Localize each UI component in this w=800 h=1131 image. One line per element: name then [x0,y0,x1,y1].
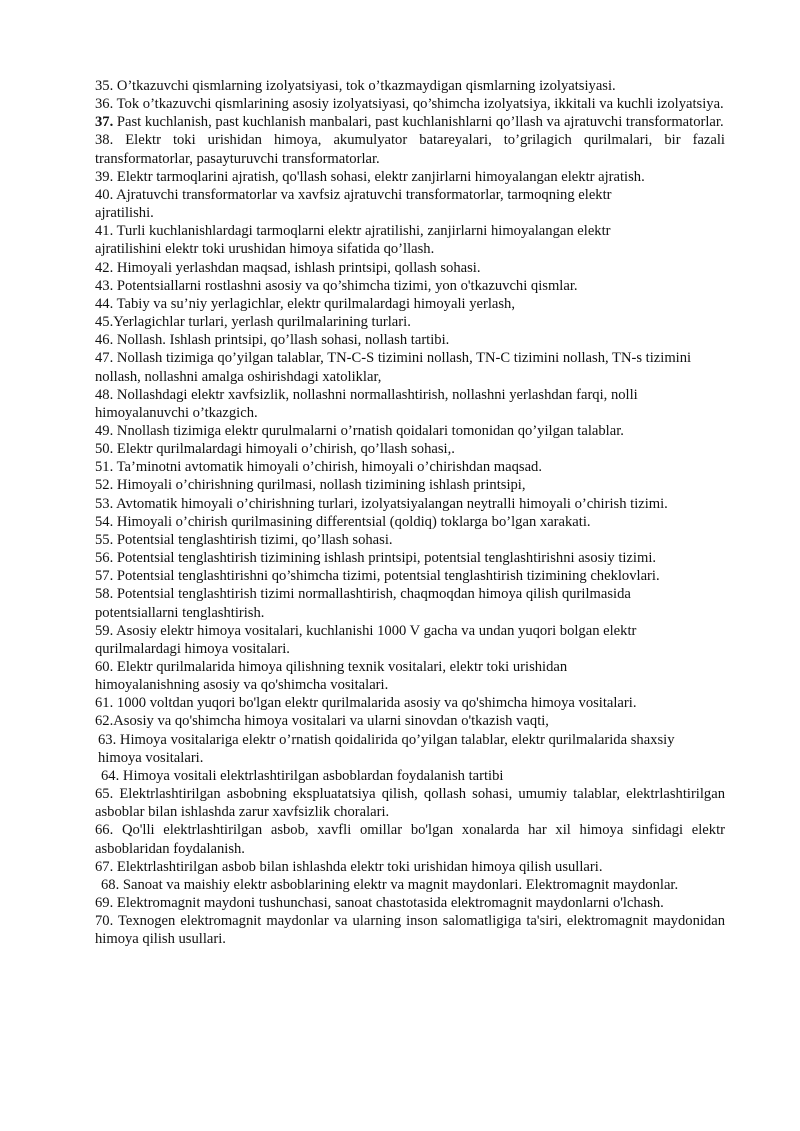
item-number: 65. [95,786,114,803]
item-text: Potentsial tenglashtirish tizimi normallashtirish, chaqmoqdan himoya qilish qurilmasida potentsiallarni tenglashtirish. [95,586,631,621]
list-item-49 [95,422,725,440]
list-item-65 [95,785,725,821]
item-text: Potentsial tenglashtirishni qo’shimcha tizimi, potentsial tenglashtirish tizimining cheklovlari. [113,568,660,585]
item-text: Elektrlashtirilgan asbobning ekspluatatsiya qilish, qollash sohasi, umumiy talablar, elektrlashtirilgan asboblar bilan ishlashda zarur xavfsizlik choralari. [95,786,725,821]
item-number: 37. [95,114,114,131]
item-number: 40. [95,186,114,203]
item-text: Himoyali yerlashdan maqsad, ishlash printsipi, qollash sohasi. [113,259,481,276]
item-number: 63. [98,731,117,748]
list-item-67 [95,858,725,876]
item-text: Ta’minotni avtomatik himoyali o’chirish, himoyali o’chirishdan maqsad. [113,459,542,476]
item-text: Elektr qurilmalardagi himoyali o’chirish, qo’llash sohasi,. [113,441,455,458]
item-text: Texnogen elektromagnit maydonlar va ularning inson salomatligiga ta'siri, elektromagnit maydonidan himoya qilish usullari. [95,913,725,948]
item-text: Asosiy elektr himoya vositalari, kuchlanishi 1000 V gacha va undan yuqori bolgan elektr qurilmalardagi himoya vositalari. [95,622,637,657]
list-item-52 [95,476,725,494]
item-text: Potentsial tenglashtirish tizimi, qo’llash sohasi. [113,531,393,548]
item-number: 60. [95,659,114,675]
list-item-51 [95,458,725,476]
item-number: 43. [95,277,114,294]
list-item-59 [95,622,725,658]
item-number: 38. [95,132,114,149]
list-item-43 [95,277,725,295]
list-item-58 [95,585,725,621]
list-item-42 [95,259,725,277]
list-item-62 [95,712,725,730]
item-text: Elektromagnit maydoni tushunchasi, sanoat chastotasida elektromagnit maydonlarni o'lchash. [113,895,664,912]
list-item-53 [95,495,725,513]
list-item-63 [95,731,725,767]
item-number: 41. [95,223,114,240]
list-item-40 [95,186,725,222]
item-number: 66. [95,822,114,839]
item-number: 53. [95,495,114,512]
list-item-41 [95,222,725,258]
item-text: Past kuchlanish, past kuchlanish manbalari, past kuchlanishlarni qo’llash va ajratuvchi transformatorlar. [113,114,724,131]
item-number: 54. [95,513,114,530]
list-item-38 [95,131,725,167]
item-number: 44. [95,295,114,312]
item-number: 35. [95,78,114,94]
item-text: Elektr toki urishidan himoya, akumulyator batareyalari, to’grilagich qurilmalari, bir fazali transformatorlar, pasayturuvchi transformatorlar. [95,132,725,167]
item-number: 48. [95,386,114,403]
document-page [95,77,725,949]
item-number: 61. [95,695,114,712]
item-number: 56. [95,550,114,567]
item-number: 57. [95,568,114,585]
item-text: Himoyali o’chirishning qurilmasi, nollash tizimining ishlash printsipi, [113,477,526,494]
list-item-57 [95,567,725,585]
item-number: 62. [95,713,114,730]
item-text: Nollash. Ishlash printsipi, qo’llash sohasi, nollash tartibi. [113,332,450,349]
item-number: 47. [95,350,114,367]
item-text: Sanoat va maishiy elektr asboblarining elektr va magnit maydonlari. Elektromagnit maydonlar. [119,876,679,893]
item-text: Himoya vositali elektrlashtirilgan asboblardan foydalanish tartibi [119,767,504,784]
item-number: 39. [95,168,114,185]
item-text: Tabiy va su’niy yerlagichlar, elektr qurilmalardagi himoyali yerlash, [113,295,516,312]
item-text: Nollash tizimiga qo’yilgan talablar, TN-C-S tizimini nollash, TN-C tizimini nollash, TN-s tizimini nollash, nollashni amalga oshirishdagi xatoliklar, [95,350,692,385]
list-item-35 [95,77,725,95]
list-item-46 [95,331,725,349]
item-number: 64. [101,767,120,784]
item-number: 42. [95,259,114,276]
item-text: Elektrlashtirilgan asbob bilan ishlashda elektr toki urishidan himoya qilish usullari. [113,858,603,875]
list-item-64 [95,767,725,785]
item-number: 45. [95,314,114,331]
item-text: Elektr qurilmalarida himoya qilishning texnik vositalari, elektr toki urishidan himoyalanishning asosiy va qo'shimcha vositalari. [95,659,568,694]
item-text: Potentsiallarni rostlashni asosiy va qo’shimcha tizimi, yon o'tkazuvchi qismlar. [113,277,578,294]
item-text: Himoya vositalariga elektr o’rnatish qoidalirida qo’yilgan talablar, elektr qurilmalarida shaxsiy himoya vositalari. [98,731,675,766]
list-item-70 [95,912,725,948]
list-item-44 [95,295,725,313]
list-item-45 [95,313,725,331]
list-item-60 [95,658,725,694]
item-number: 50. [95,441,114,458]
list-item-37 [95,113,725,131]
item-text: Turli kuchlanishlardagi tarmoqlarni elektr ajratilishi, zanjirlarni himoyalangan elektr ajratilishini elektr toki urushidan himoya sifatida qo’llash. [95,223,611,258]
list-item-48 [95,386,725,422]
list-item-50 [95,440,725,458]
item-text: Elektr tarmoqlarini ajratish, qo'llash sohasi, elektr zanjirlarni himoyalangan elektr ajratish. [113,168,645,185]
item-number: 49. [95,422,114,439]
item-number: 69. [95,895,114,912]
item-number: 58. [95,586,114,603]
item-text: Qo'lli elektrlashtirilgan asbob, xavfli omillar bo'lgan xonalarda har xil himoya sinfidagi elektr asboblaridan foydalanish. [95,822,725,857]
item-number: 46. [95,332,114,349]
item-text: Avtomatik himoyali o’chirishning turlari, izolyatsiyalangan neytralli himoyali o’chirish tizimi. [113,495,668,512]
item-number: 51. [95,459,114,476]
item-number: 36. [95,96,114,113]
item-text: Nnollash tizimiga elektr qurulmalarni o’rnatish qoidalari tomonidan qo’yilgan talablar. [113,422,624,439]
item-number: 70. [95,913,114,930]
item-number: 68. [101,876,120,893]
list-item-69 [95,894,725,912]
list-item-55 [95,531,725,549]
item-number: 52. [95,477,114,494]
list-item-54 [95,513,725,531]
list-item-61 [95,694,725,712]
item-text: 1000 voltdan yuqori bo'lgan elektr qurilmalarida asosiy va qo'shimcha himoya vositalari. [113,695,637,712]
item-number: 67. [95,858,114,875]
list-item-47 [95,349,725,385]
item-text: Potentsial tenglashtirish tizimining ishlash printsipi, potentsial tenglashtirishni asosiy tizimi. [113,550,657,567]
item-text: Nollashdagi elektr xavfsizlik, nollashni normallashtirish, nollashni yerlashdan farqi, nolli himoyalanuvchi o’tkazgich. [95,386,638,421]
item-text: Yerlagichlar turlari, yerlash qurilmalarining turlari. [113,314,411,331]
item-text: Tok o’tkazuvchi qismlarining asosiy izolyatsiyasi, qo’shimcha izolyatsiya, ikkitali va kuchli izolyatsiya. [113,96,724,113]
item-text: O’tkazuvchi qismlarning izolyatsiyasi, tok o’tkazmaydigan qismlarning izolyatsiyasi. [113,78,616,94]
item-number: 59. [95,622,114,639]
list-item-68 [95,876,725,894]
item-text: Ajratuvchi transformatorlar va xavfsiz ajratuvchi transformatorlar, tarmoqning elektr ajratilishi. [95,186,612,222]
list-item-36 [95,95,725,113]
list-item-56 [95,549,725,567]
item-text: Asosiy va qo'shimcha himoya vositalari va ularni sinovdan o'tkazish vaqti, [113,713,549,730]
list-item-39 [95,168,725,186]
list-item-66 [95,821,725,857]
item-text: Himoyali o’chirish qurilmasining differentsial (qoldiq) toklarga bo’lgan xarakati. [113,513,591,530]
item-number: 55. [95,531,114,548]
